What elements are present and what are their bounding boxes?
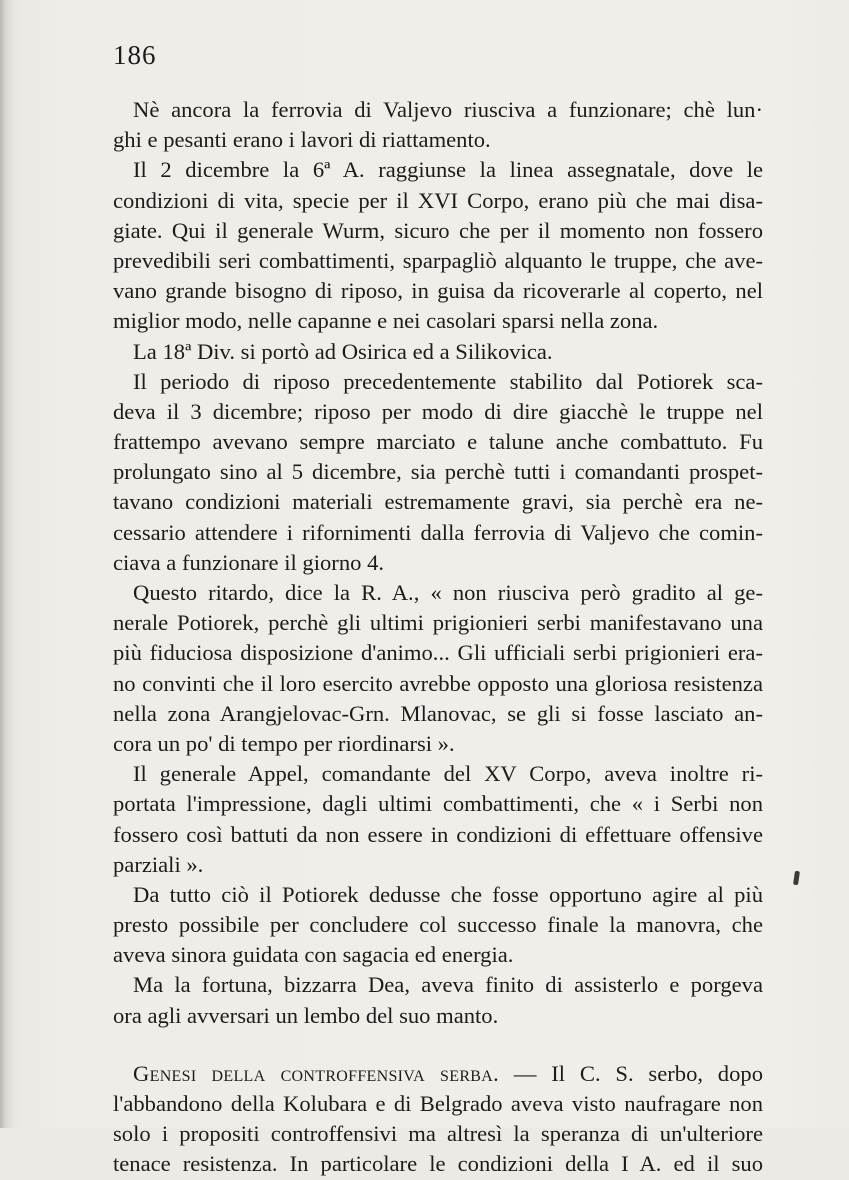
text-line: Da tutto ciò il Potiorek dedusse che fosse opportuno agire al più (133, 881, 763, 907)
text-line: presto possibile per concludere col successo finale la manovra, che (113, 912, 763, 938)
paragraph (113, 155, 763, 336)
text-line: aveva sinora guidata con sagacia ed energia. (113, 942, 514, 968)
page-number: 186 (113, 40, 157, 70)
text-line: tenace resistenza. In particolare le condizioni della I A. ed il suo (113, 1151, 763, 1177)
text-line: no convinti che il loro esercito avrebbe opposto una gloriosa resistenza (113, 670, 763, 696)
text-line: nerale Potiorek, perchè gli ultimi prigionieri serbi manifestavano una (113, 610, 763, 636)
paragraph (113, 578, 763, 759)
text-line: miglior modo, nelle capanne e nei casolari sparsi nella zona. (113, 308, 659, 334)
paragraph (113, 337, 763, 367)
text-line: frattempo avevano sempre marciato e talune anche combattuto. Fu (113, 429, 763, 455)
paragraph (113, 95, 763, 155)
text-line: Il generale Appel, comandante del XV Corpo, aveva inoltre ri- (133, 761, 763, 787)
text-line: tavano condizioni materiali estremamente gravi, sia perchè era ne- (113, 489, 763, 515)
section-paragraph (113, 1059, 763, 1180)
section-heading: Genesi della controffensiva serba. (133, 1060, 500, 1086)
text-line: ciava a funzionare il giorno 4. (113, 549, 385, 575)
text-line: parziali ». (113, 851, 204, 877)
text-line: cessario attendere i rifornimenti dalla ferrovia di Valjevo che comin- (113, 519, 763, 545)
text-line: Ma la fortuna, bizzarra Dea, aveva finito di assisterlo e porgeva (133, 972, 763, 998)
body-text (113, 95, 763, 1180)
text-line: l'abbandono della Kolubara e di Belgrado aveva visto naufragare non (113, 1091, 763, 1116)
text-line: Questo ritardo, dice la R. A., « non riusciva però gradito al ge- (133, 580, 763, 605)
section-first-line-rest: — Il C. S. serbo, dopo (513, 1060, 763, 1086)
paragraph (113, 367, 763, 578)
text-line: ghi e pesanti erano i lavori di riattamento. (113, 127, 491, 153)
paragraph (113, 880, 763, 971)
text-line: nella zona Arangjelovac-Grn. Mlanovac, se gli si fosse lasciato an- (113, 700, 763, 726)
text-line: Il 2 dicembre la 6ª A. raggiunse la linea assegnatale, dove le (133, 157, 763, 183)
text-line: solo i propositi controffensivi ma altresì la speranza di un'ulteriore (113, 1121, 763, 1147)
section-gap (113, 1031, 763, 1059)
text-line: La 18ª Div. si portò ad Osirica ed a Silikovica. (133, 338, 553, 364)
text-line: prevedibili seri combattimenti, sparpagliò alquanto le truppe, che ave- (113, 247, 763, 273)
text-line: prolungato sino al 5 dicembre, sia perchè tutti i comandanti prospet- (113, 459, 763, 485)
text-line: giate. Qui il generale Wurm, sicuro che per il momento non fossero (113, 217, 763, 243)
margin-ink-mark (793, 871, 800, 886)
text-line: portata l'impressione, dagli ultimi combattimenti, che « i Serbi non (113, 791, 763, 817)
paragraph (113, 970, 763, 1030)
text-line: Nè ancora la ferrovia di Valjevo riusciva a funzionare; chè lun· (133, 97, 763, 122)
text-line: condizioni di vita, specie per il XVI Corpo, erano più che mai disa- (113, 187, 763, 213)
text-line: più fiduciosa disposizione d'animo... Gli ufficiali serbi prigionieri era- (113, 640, 763, 666)
text-line: cora un po' di tempo per riordinarsi ». (113, 730, 455, 756)
paragraph (113, 759, 763, 880)
text-line (113, 1059, 763, 1089)
text-line: ora agli avversari un lembo del suo manto. (113, 1002, 499, 1028)
text-line: vano grande bisogno di riposo, in guisa da ricoverarle al coperto, nel (113, 278, 763, 304)
text-line: fossero così battuti da non essere in condizioni di effettuare offensive (113, 821, 763, 847)
text-line: deva il 3 dicembre; riposo per modo di dire giacchè le truppe nel (113, 398, 763, 424)
text-line: Il periodo di riposo precedentemente stabilito dal Potiorek sca- (133, 368, 763, 394)
